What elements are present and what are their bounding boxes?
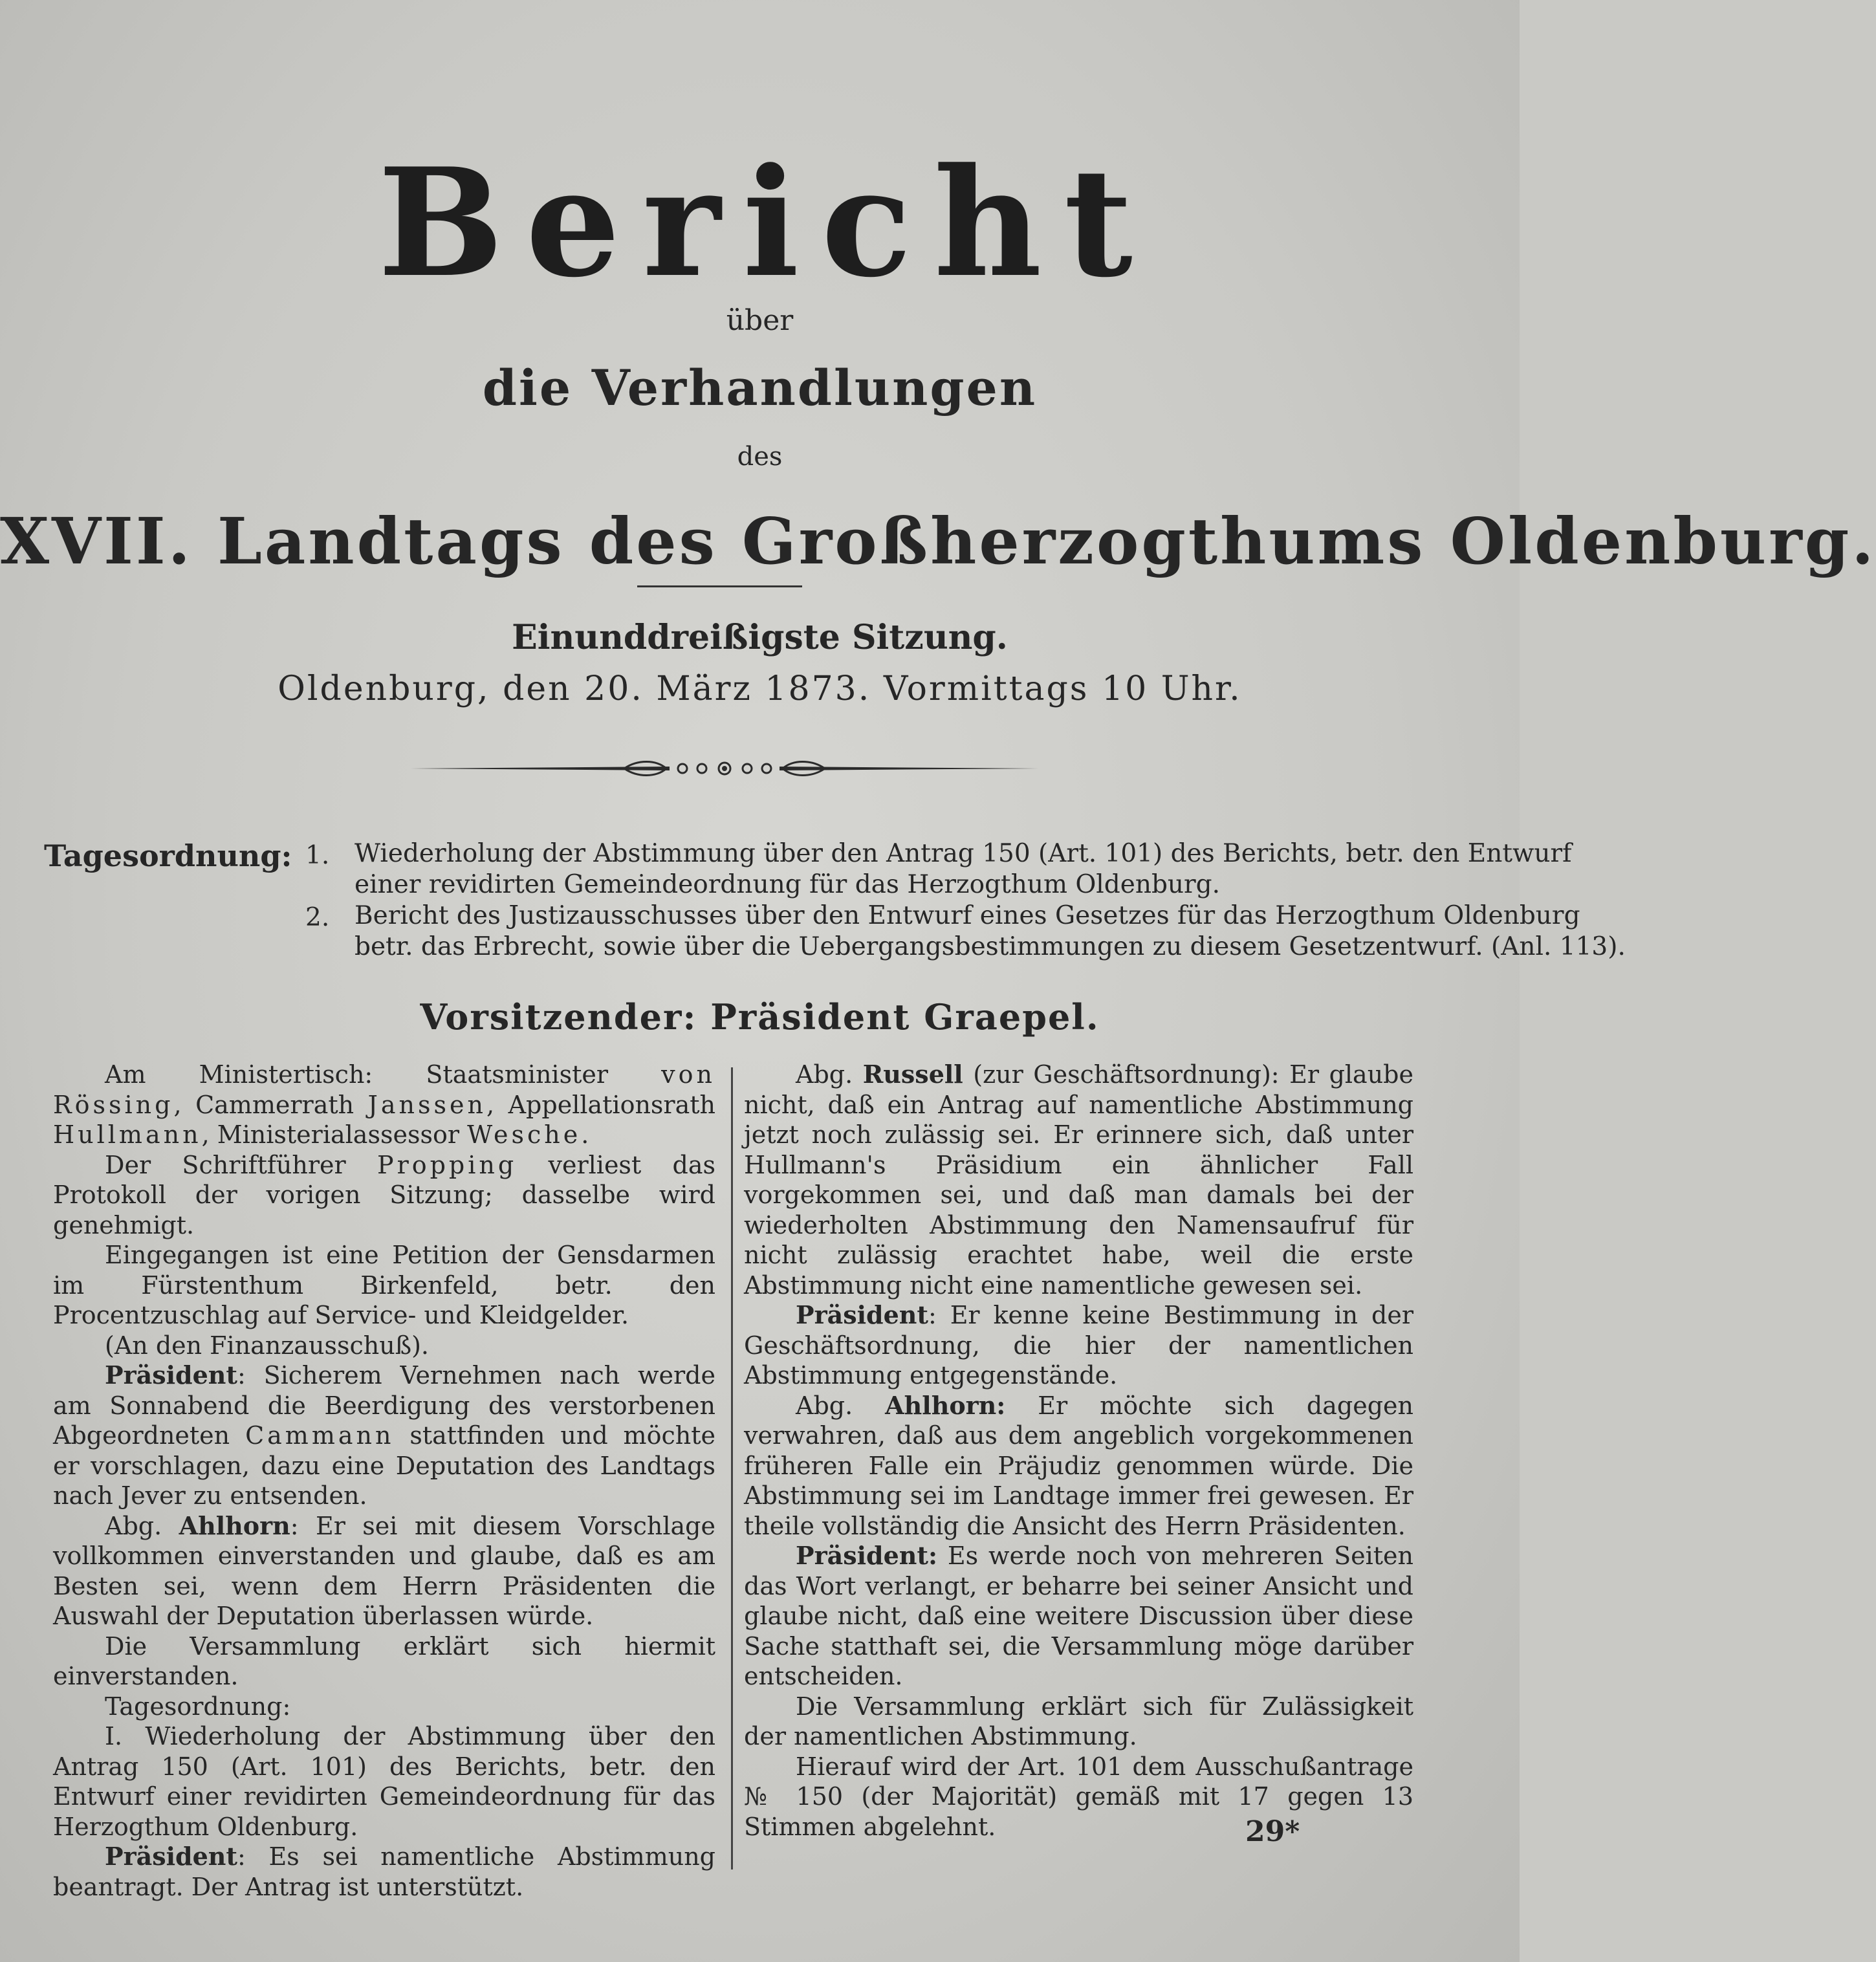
agenda-item-2-line1: Bericht des Justizausschusses über den Entwurf eines Gesetzes für das Herzogthum Oldenburg [354, 901, 1580, 930]
agenda-item-1-line1: Wiederholung der Abstimmung über den Antrag 150 (Art. 101) des Berichts, betr. den Entwurf [354, 839, 1572, 868]
agenda-label: Tagesordnung: [44, 838, 292, 873]
over-word: über [726, 304, 794, 337]
president-rules-paragraph: Präsident: Er kenne keine Bestimmung in der Geschäftsordnung, die hier der namentlichen Abstimmung entgegenstände. [744, 1300, 1413, 1390]
diet-heading: XVII. Landtags des Großherzogthums Oldenburg. [0, 505, 1876, 579]
right-column [744, 1060, 1413, 1842]
president-vote-paragraph: Präsident: Es sei namentliche Abstimmung beantragt. Der Antrag ist unterstützt. [53, 1842, 715, 1901]
president-decision-paragraph: Präsident: Es werde noch von mehreren Seiten das Wort verlangt, er beharre bei seiner Ansicht und glaube nicht, daß eine weitere Discussion über diese Sache statthaft sei, die Versammlung möge darüber entscheiden. [744, 1541, 1413, 1690]
page-number: 29* [1245, 1815, 1300, 1848]
protocol-paragraph: Der Schriftführer Propping verliest das Protokoll der vorigen Sitzung; dasselbe wird genehmigt. [53, 1150, 715, 1239]
assembly-agrees-paragraph: Die Versammlung erklärt sich hiermit einverstanden. [53, 1631, 715, 1690]
date-line: Oldenburg, den 20. März 1873. Vormittags 10 Uhr. [278, 670, 1242, 708]
session-heading: Einunddreißigste Sitzung. [512, 618, 1008, 657]
column-divider [731, 1067, 733, 1869]
ornament-divider [411, 757, 1038, 780]
russell-paragraph: Abg. Russell (zur Geschäftsordnung): Er glaube nicht, daß ein Antrag auf namentliche Abstimmung jetzt noch zulässig sei. Er erinnere sich, daß unter Hullmann's Präsidium ein ähnlicher Fall vorgekommen sei, und daß man damals bei der wiederholten Abstimmung den Namensaufruf für nicht zulässig erachtet habe, weil die erste Abstimmung nicht eine namentliche gewesen sei. [744, 1060, 1413, 1300]
petition-paragraph: Eingegangen ist eine Petition der Gensdarmen im Fürstenthum Birkenfeld, betr. den Procentzuschlag auf Service- und Kleidgelder. [53, 1241, 715, 1329]
agenda-item-one-paragraph: I. Wiederholung der Abstimmung über den Antrag 150 (Art. 101) des Berichts, betr. den Entwurf einer revidirten Gemeindeordnung für das Herzogthum Oldenburg. [53, 1722, 715, 1841]
chair-heading: Vorsitzender: Präsident Graepel. [420, 996, 1100, 1038]
agenda-number-1: 1. [305, 841, 330, 870]
president-funeral-paragraph: Präsident: Sicherem Vernehmen nach werde am Sonnabend die Beerdigung des verstorbenen Abgeordneten Cammann stattfinden und möchte er vorschlagen, dazu eine Deputation des Landtags nach Jever zu entsenden. [53, 1360, 715, 1510]
negotiations-heading: die Verhandlungen [482, 359, 1038, 417]
vote-result-paragraph: Hierauf wird der Art. 101 dem Ausschußantrage № 150 (der Majorität) gemäß mit 17 gegen 13 Stimmen abgelehnt. [744, 1752, 1413, 1841]
agenda-number-2: 2. [305, 903, 330, 932]
ahlhorn-objection-paragraph: Abg. Ahlhorn: Er möchte sich dagegen verwahren, daß aus dem angeblich vorgekommenen früheren Falle ein Präjudiz genommen würde. Die Abstimmung sei im Landtage immer frei gewesen. Er theile vollständig die Ansicht des Herrn Präsidenten. [744, 1390, 1413, 1540]
ahlhorn-paragraph: Abg. Ahlhorn: Er sei mit diesem Vorschlage vollkommen einverstanden und glaube, daß es am Besten sei, wenn dem Herrn Präsidenten die Auswahl der Deputation überlassen würde. [53, 1510, 715, 1630]
document-title: Bericht [378, 136, 1155, 311]
agenda-item-2-line2: betr. das Erbrecht, sowie über die Uebergangsbestimmungen zu diesem Gesetzentwurf. (Anl. 113). [354, 932, 1626, 961]
ministers-paragraph: Am Ministertisch: Staatsminister von Rössing, Cammerrath Janssen, Appellationsrath Hullmann, Ministerialassessor Wesche. [53, 1060, 715, 1149]
title-rule [637, 585, 802, 587]
committee-note: (An den Finanzausschuß). [105, 1331, 429, 1360]
left-column [53, 1060, 715, 1902]
agenda-item-1-line2: einer revidirten Gemeindeordnung für das Herzogthum Oldenburg. [354, 870, 1221, 899]
of-word: des [737, 442, 783, 472]
agenda-subheading: Tagesordnung: [105, 1692, 291, 1721]
assembly-admissibility-paragraph: Die Versammlung erklärt sich für Zulässigkeit der namentlichen Abstimmung. [744, 1692, 1413, 1750]
